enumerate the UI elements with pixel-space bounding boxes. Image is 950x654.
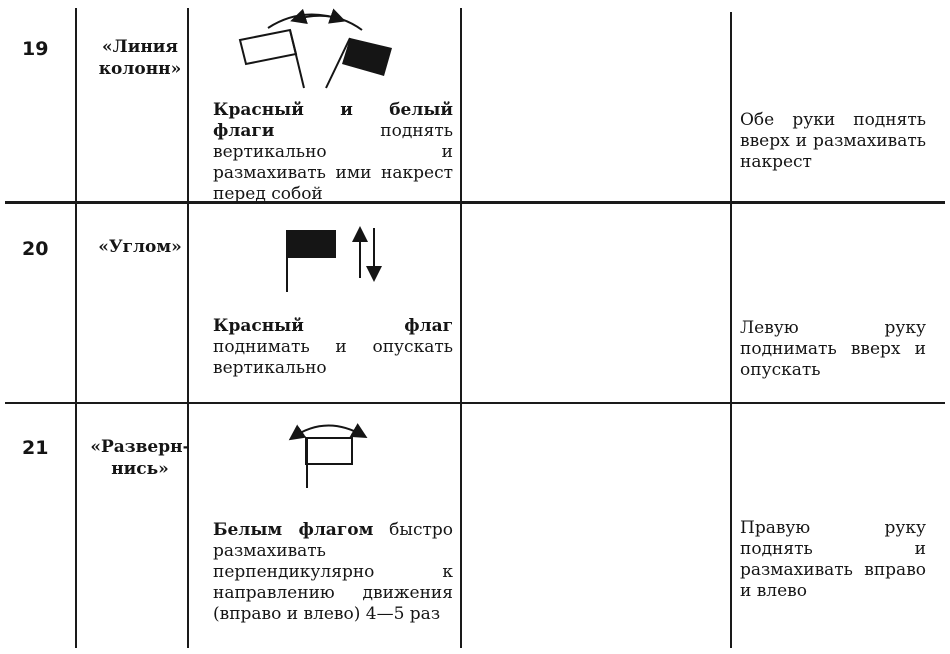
flag-signal-description: Белым флагом быстро размахивать перпендикулярно к направлению движения (вправо и влево) 4—5 раз [213, 520, 453, 624]
column-divider-4 [730, 12, 732, 648]
row-number: 19 [22, 38, 49, 60]
hand-signal-description: Правую руку поднять и размахивать вправо и влево [740, 518, 926, 601]
command-name: «Углом» [98, 237, 182, 257]
command-name: «Разверн-нись» [90, 437, 190, 479]
flag-signal-description: Красный и белый флаги поднять вертикально и размахивать ими накрест перед собой [213, 100, 453, 204]
command-name: «Линия колонн» [98, 37, 182, 79]
row-divider-2 [5, 402, 945, 404]
column-divider-2 [187, 8, 189, 648]
row-divider-1 [5, 201, 945, 204]
red-flag-up-down-icon [280, 222, 390, 294]
hand-signal-description: Левую руку поднимать вверх и опускать [740, 318, 926, 380]
column-divider-1 [75, 8, 77, 648]
white-flag-swing-icon [286, 414, 376, 490]
row-number: 20 [22, 238, 49, 260]
two-crossed-flags-icon [232, 8, 412, 90]
hand-signal-description: Обе руки поднять вверх и размахивать накрест [740, 110, 926, 172]
column-divider-3 [460, 8, 462, 648]
flag-signal-description: Красный флаг поднимать и опускать вертикально [213, 316, 453, 378]
row-number: 21 [22, 437, 49, 459]
